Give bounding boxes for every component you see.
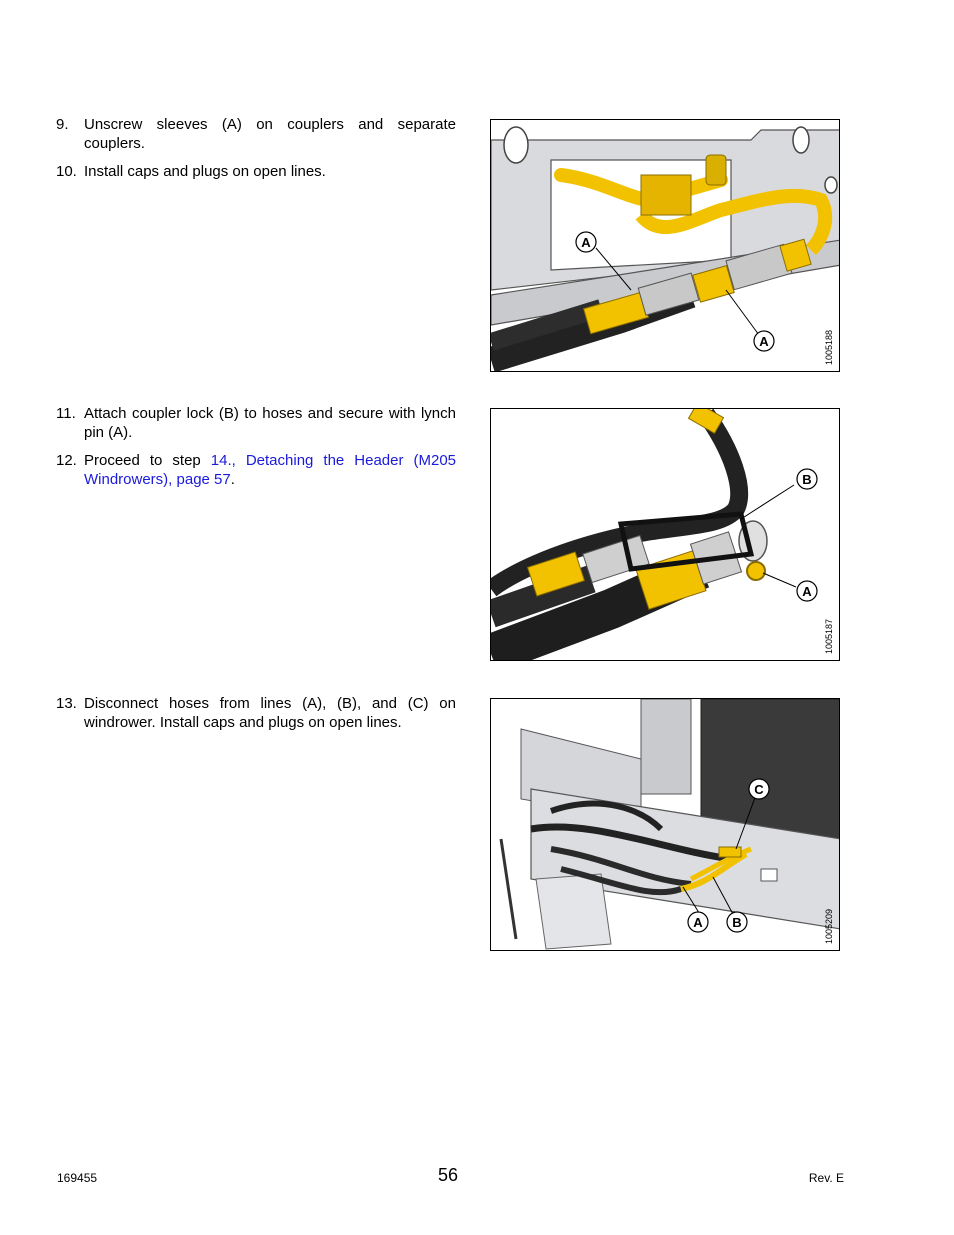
figure-number: 1005188 [824,329,834,365]
callout-a: A [581,235,591,250]
figure-1005187 [490,408,840,661]
figure-1005188 [490,119,840,372]
step-number: 11. [56,405,76,422]
step-text-after: . [230,471,235,488]
step-text: Disconnect hoses from lines (A), (B), and (C) on windrower. Install caps and plugs on open lines. [84,695,456,731]
callout-c: C [754,782,764,797]
step-text: Attach coupler lock (B) to hoses and secure with lynch pin (A). [84,405,456,441]
page-number: 56 [438,1165,459,1185]
step-10 [56,162,456,181]
callout-b: B [732,915,742,930]
coupler-sleeves-illustration [491,120,840,372]
callout-b: B [802,472,812,487]
step-text: Install caps and plugs on open lines. [84,163,326,180]
callout-a: A [693,915,703,930]
figure-number: 1005187 [824,618,834,654]
figure-number: 1005209 [824,908,834,944]
step-number: 9. [56,116,69,133]
coupler-lock-illustration [491,409,840,661]
figure-1005209 [490,698,840,951]
step-number: 10. [56,163,77,180]
step-12 [56,451,456,489]
step-number: 12. [56,452,77,469]
cross-reference-link[interactable]: 14., Detaching the Header (M205 Windrowers), page 57 [84,452,456,488]
windrower-lines-illustration [491,699,840,951]
step-number: 13. [56,695,77,712]
step-13 [56,694,456,732]
step-9 [56,115,456,153]
callout-a: A [802,584,812,599]
step-text [84,451,456,489]
step-text: Unscrew sleeves (A) on couplers and separate couplers. [84,116,456,152]
step-11 [56,404,456,442]
callout-a: A [759,334,769,349]
document-number: 169455 [57,1171,98,1185]
revision-label: Rev. E [808,1171,844,1185]
step-text-before: Proceed to step [84,452,211,469]
